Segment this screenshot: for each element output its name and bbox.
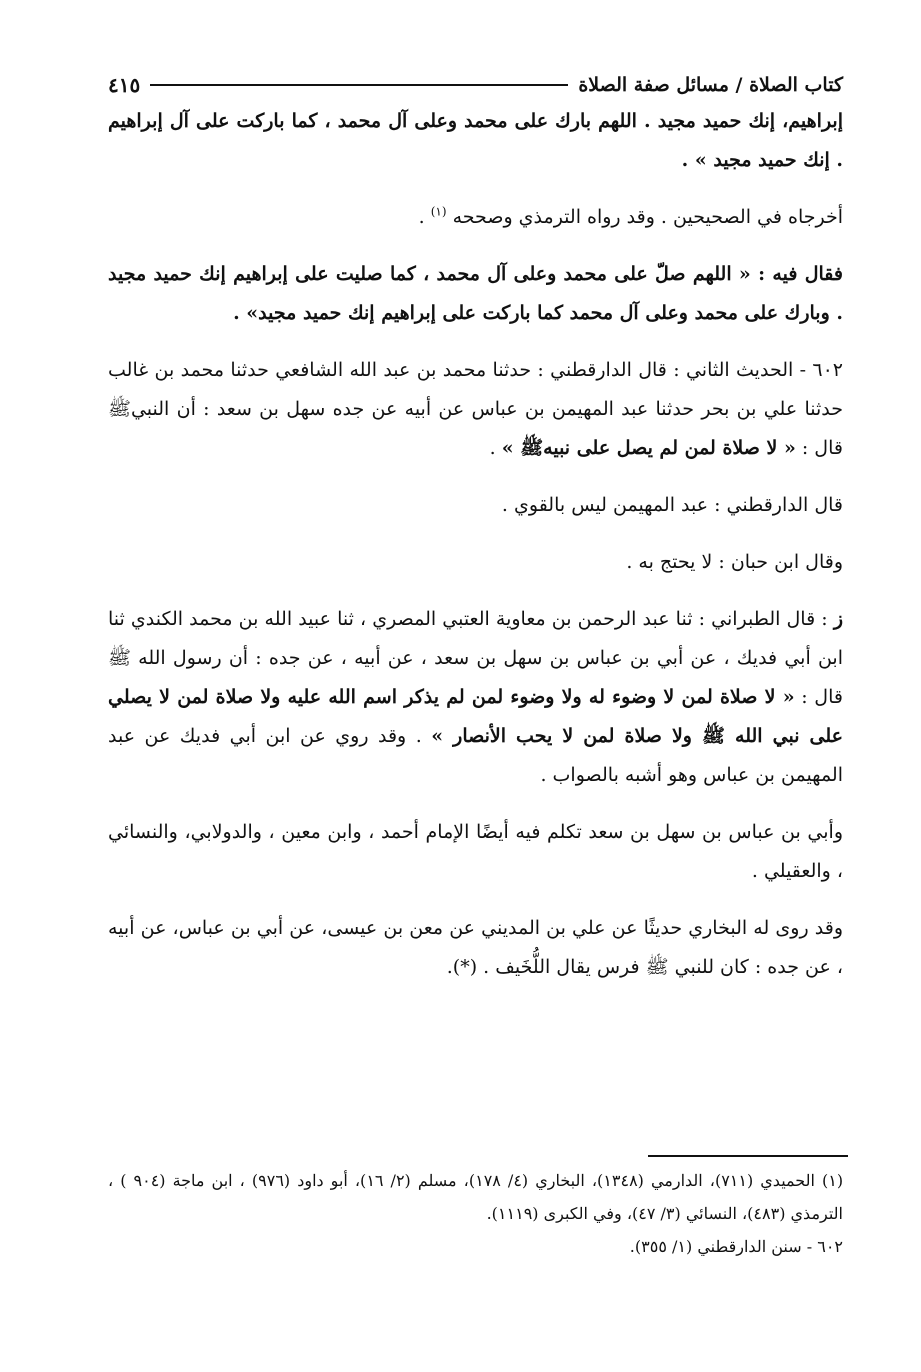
paragraph-ibn-hibban-comment: وقال ابن حبان : لا يحتج به . — [626, 551, 843, 573]
footnote-602: ٦٠٢ - سنن الدارقطني (١/ ٣٥٥). — [629, 1237, 843, 1256]
paragraph-tabarani — [108, 600, 843, 795]
tabarani-matn: « لا صلاة لمن لا وضوء له ولا وضوء لمن لم يذكر اسم الله عليه ولا صلاة لمن لا يصلي على نبي الله ﷺ ولا صلاة لمن لا يحب الأنصار » — [108, 686, 844, 747]
zawaid-marker: ز — [833, 608, 843, 630]
paragraph-daraqutni-comment: قال الدارقطني : عبد المهيمن ليس بالقوي . — [501, 494, 843, 516]
footnote-ref[interactable]: (١) — [430, 204, 447, 219]
hadith-602-matn: « لا صلاة لمن لم يصل على نبيهﷺ » — [501, 437, 796, 459]
takhrij-end: . — [418, 206, 425, 228]
footnote-separator — [648, 1155, 848, 1157]
tabarani-end: . وقد روي عن ابن أبي فديك عن عبد المهيمن بن عباس وهو أشبه بالصواب . — [108, 725, 843, 786]
paragraph-continuation: إبراهيم، إنك حميد مجيد . اللهم بارك على محمد وعلى آل محمد ، كما باركت على آل إبراهيم . إنك حميد مجيد » . — [108, 110, 843, 171]
paragraph-bukhari-note: وقد روى له البخاري حديثًا عن علي بن المديني عن معن بن عيسى، عن أبي بن عباس، عن أبيه ، عن جده : كان للنبي ﷺ فرس يقال اللُّخَيف . (*). — [108, 917, 843, 978]
hadith-602-end: . — [489, 437, 496, 459]
header-title: كتاب الصلاة / مسائل صفة الصلاة — [578, 74, 843, 96]
page-number: ٤١٥ — [108, 73, 141, 97]
paragraph-hadith-text: فقال فيه : « اللهم صلّ على محمد وعلى آل محمد ، كما صليت على إبراهيم إنك حميد مجيد . وبارك على محمد وعلى آل محمد كما باركت على إبراهيم إنك حميد مجيد» . — [108, 263, 843, 324]
paragraph-takhrij — [108, 198, 843, 237]
footnote-1: (١) الحميدي (٧١١)، الدارمي (١٣٤٨)، البخاري (٤/ ١٧٨)، مسلم (٢/ ١٦)، أبو داود (٩٧٦) ، ابن ماجة (٩٠٤ ) ، الترمذي (٤٨٣)، النسائي (٣/ ٤٧)، وفي الكبرى (١١١٩). — [108, 1171, 844, 1223]
tabarani-isnad: : قال الطبراني : ثنا عبد الرحمن بن معاوية العتبي المصري ، ثنا عبيد الله بن محمد الكندي ثنا ابن أبي فديك ، عن أبي بن عباس بن سهل بن سعد ، عن أبيه ، عن جده : أن رسول الله ﷺ قال : — [108, 608, 843, 708]
hadith-602-isnad: ٦٠٢ - الحديث الثاني : قال الدارقطني : حدثنا محمد بن عبد الله الشافعي حدثنا محمد بن غالب حدثنا علي بن بحر حدثنا عبد المهيمن بن عباس عن أبيه عن جده سهل بن سعد : أن النبيﷺ قال : — [108, 359, 843, 459]
main-text — [108, 102, 843, 1005]
header-rule — [150, 84, 568, 86]
running-header — [108, 68, 843, 102]
footnotes — [108, 1164, 843, 1263]
paragraph-narrator-criticism: وأبي بن عباس بن سهل بن سعد تكلم فيه أيضًا الإمام أحمد ، وابن معين ، والدولابي، والنسائي ، والعقيلي . — [108, 821, 843, 882]
takhrij-text: أخرجاه في الصحيحين . وقد رواه الترمذي وصححه — [452, 206, 843, 228]
paragraph-hadith-602 — [108, 351, 843, 468]
